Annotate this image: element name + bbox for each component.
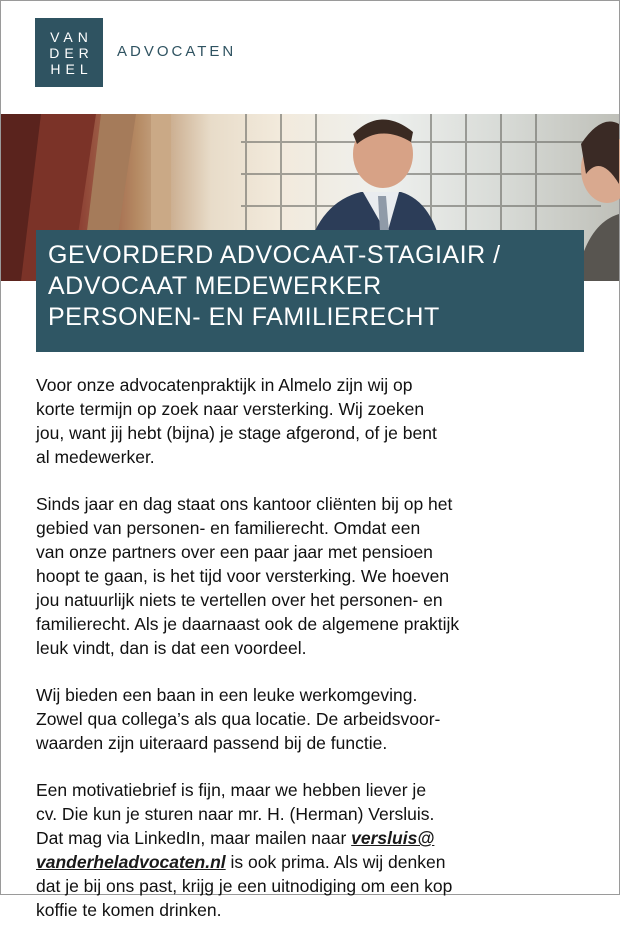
text-segment: is ook prima. Als wij denken bbox=[225, 852, 446, 872]
offer-paragraph bbox=[36, 683, 601, 755]
text-line: cv. Die kun je sturen naar mr. H. (Herman) Versluis. bbox=[36, 804, 435, 824]
text-line: familierecht. Als je daarnaast ook de algemene praktijk bbox=[36, 614, 460, 634]
text-line: Wij bieden een baan in een leuke werkomgeving. bbox=[36, 685, 418, 705]
text-line: Voor onze advocatenpraktijk in Almelo zijn wij op bbox=[36, 375, 413, 395]
text-line: jou natuurlijk niets te vertellen over het personen- en bbox=[36, 590, 443, 610]
text-line: hoopt te gaan, is het tijd voor versterking. We hoeven bbox=[36, 566, 450, 586]
text-line: jou, want jij hebt (bijna) je stage afgerond, of je bent bbox=[36, 423, 437, 443]
job-title-line-1: GEVORDERD ADVOCAAT-STAGIAIR / bbox=[48, 241, 501, 269]
text-line: leuk vindt, dan is dat een voordeel. bbox=[36, 638, 307, 658]
text-line: al medewerker. bbox=[36, 447, 155, 467]
intro-paragraph bbox=[36, 373, 601, 469]
text-line: van onze partners over een paar jaar met pensioen bbox=[36, 542, 433, 562]
text-line bbox=[36, 826, 601, 850]
email-link-part-1[interactable]: versluis@ bbox=[351, 828, 435, 848]
text-line: Een motivatiebrief is fijn, maar we hebben liever je bbox=[36, 780, 427, 800]
job-title-line-3: PERSONEN- EN FAMILIERECHT bbox=[48, 303, 440, 331]
text-line: gebied van personen- en familierecht. Omdat een bbox=[36, 518, 421, 538]
logo bbox=[35, 18, 103, 87]
logo-line-1: VAN bbox=[50, 28, 93, 45]
job-description bbox=[36, 373, 601, 945]
background-paragraph bbox=[36, 492, 601, 660]
logo-line-3: HEL bbox=[50, 60, 93, 77]
job-title-line-2: ADVOCAAT MEDEWERKER bbox=[48, 272, 382, 300]
text-line: korte termijn op zoek naar versterking. Wij zoeken bbox=[36, 399, 425, 419]
brand-name: ADVOCATEN bbox=[117, 43, 237, 60]
logo-line-2: DER bbox=[49, 44, 94, 61]
job-title-box bbox=[36, 230, 584, 352]
text-line: Zowel qua collega’s als qua locatie. De arbeidsvoor- bbox=[36, 709, 441, 729]
text-line bbox=[36, 850, 601, 874]
text-line: dat je bij ons past, krijg je een uitnodiging om een kop bbox=[36, 876, 453, 896]
text-line: koffie te komen drinken. bbox=[36, 900, 222, 920]
email-link-part-2[interactable]: vanderheladvocaten.nl bbox=[36, 852, 226, 872]
text-segment: Dat mag via LinkedIn, maar mailen naar bbox=[36, 828, 352, 848]
text-line: Sinds jaar en dag staat ons kantoor cliënten bij op het bbox=[36, 494, 453, 514]
text-line: waarden zijn uiteraard passend bij de functie. bbox=[36, 733, 388, 753]
application-paragraph bbox=[36, 778, 601, 922]
